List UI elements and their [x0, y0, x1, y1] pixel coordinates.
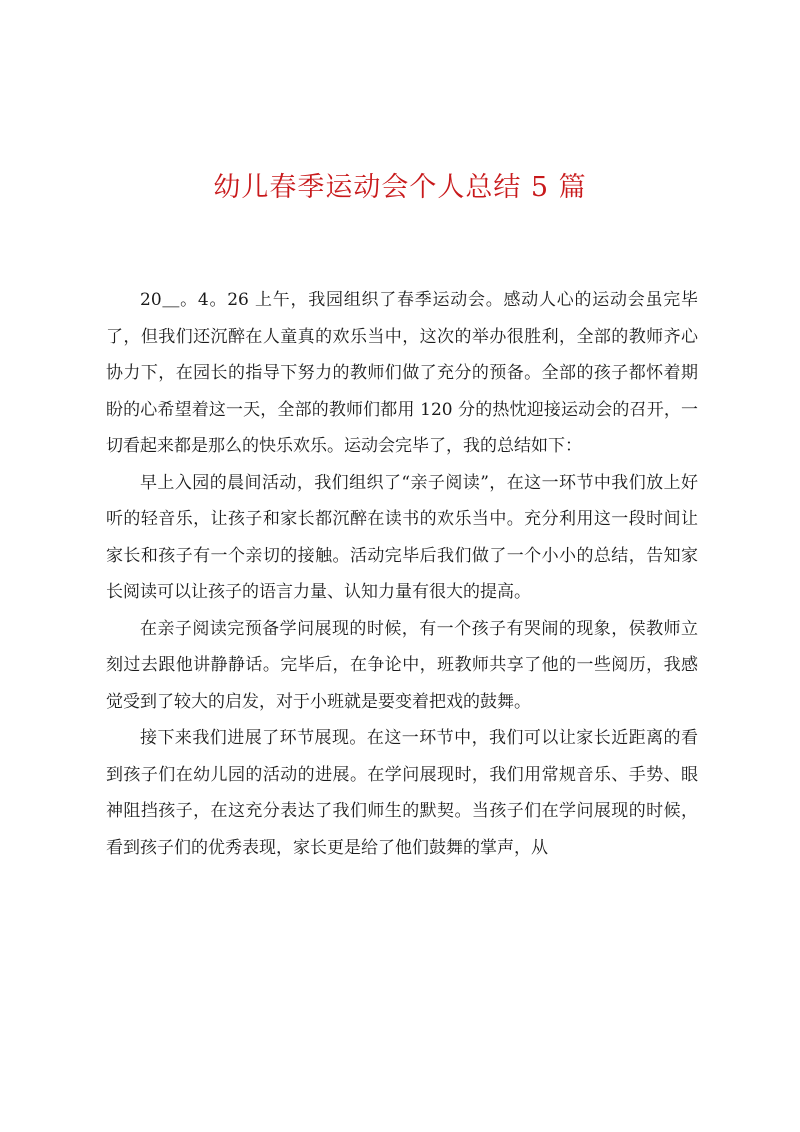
paragraph-4: 接下来我们进展了环节展现。在这一环节中，我们可以让家长近距离的看到孩子们在幼儿园的活动的进展。在学问展现时，我们用常规音乐、手势、眼神阻挡孩子，在这充分表达了我们师生的默契。当孩子们在学问展现的时候，看到孩子们的优秀表现，家长更是给了他们鼓舞的掌声，从 — [106, 728, 698, 858]
document-title: 幼儿春季运动会个人总结 5 篇 — [213, 172, 587, 203]
paragraph-1: 20＿。4。26 上午，我园组织了春季运动会。感动人心的运动会虽完毕了，但我们还沉醉在人童真的欢乐当中，这次的举办很胜利，全部的教师齐心协力下，在园长的指导下努力的教师们做了充分的预备。全部的孩子都怀着期盼的心希望着这一天，全部的教师们都用 120 分的热忱迎接运动会的召开，一切看起来都是那么的快乐欢乐。运动会完毕了，我的总结如下： — [106, 290, 698, 456]
paragraph-2: 早上入园的晨间活动，我们组织了“亲子阅读”，在这一环节中我们放上好听的轻音乐，让孩子和家长都沉醉在读书的欢乐当中。充分利用这一段时间让家长和孩子有一个亲切的接触。活动完毕后我们做了一个小小的总结，告知家长阅读可以让孩子的语言力量、认知力量有很大的提高。 — [106, 472, 698, 602]
document-body — [106, 282, 698, 866]
paragraph-3: 在亲子阅读完预备学问展现的时候，有一个孩子有哭闹的现象，侯教师立刻过去跟他讲静静话。完毕后，在争论中，班教师共享了他的一些阅历，我感觉受到了较大的启发，对于小班就是要变着把戏的鼓舞。 — [106, 618, 698, 712]
